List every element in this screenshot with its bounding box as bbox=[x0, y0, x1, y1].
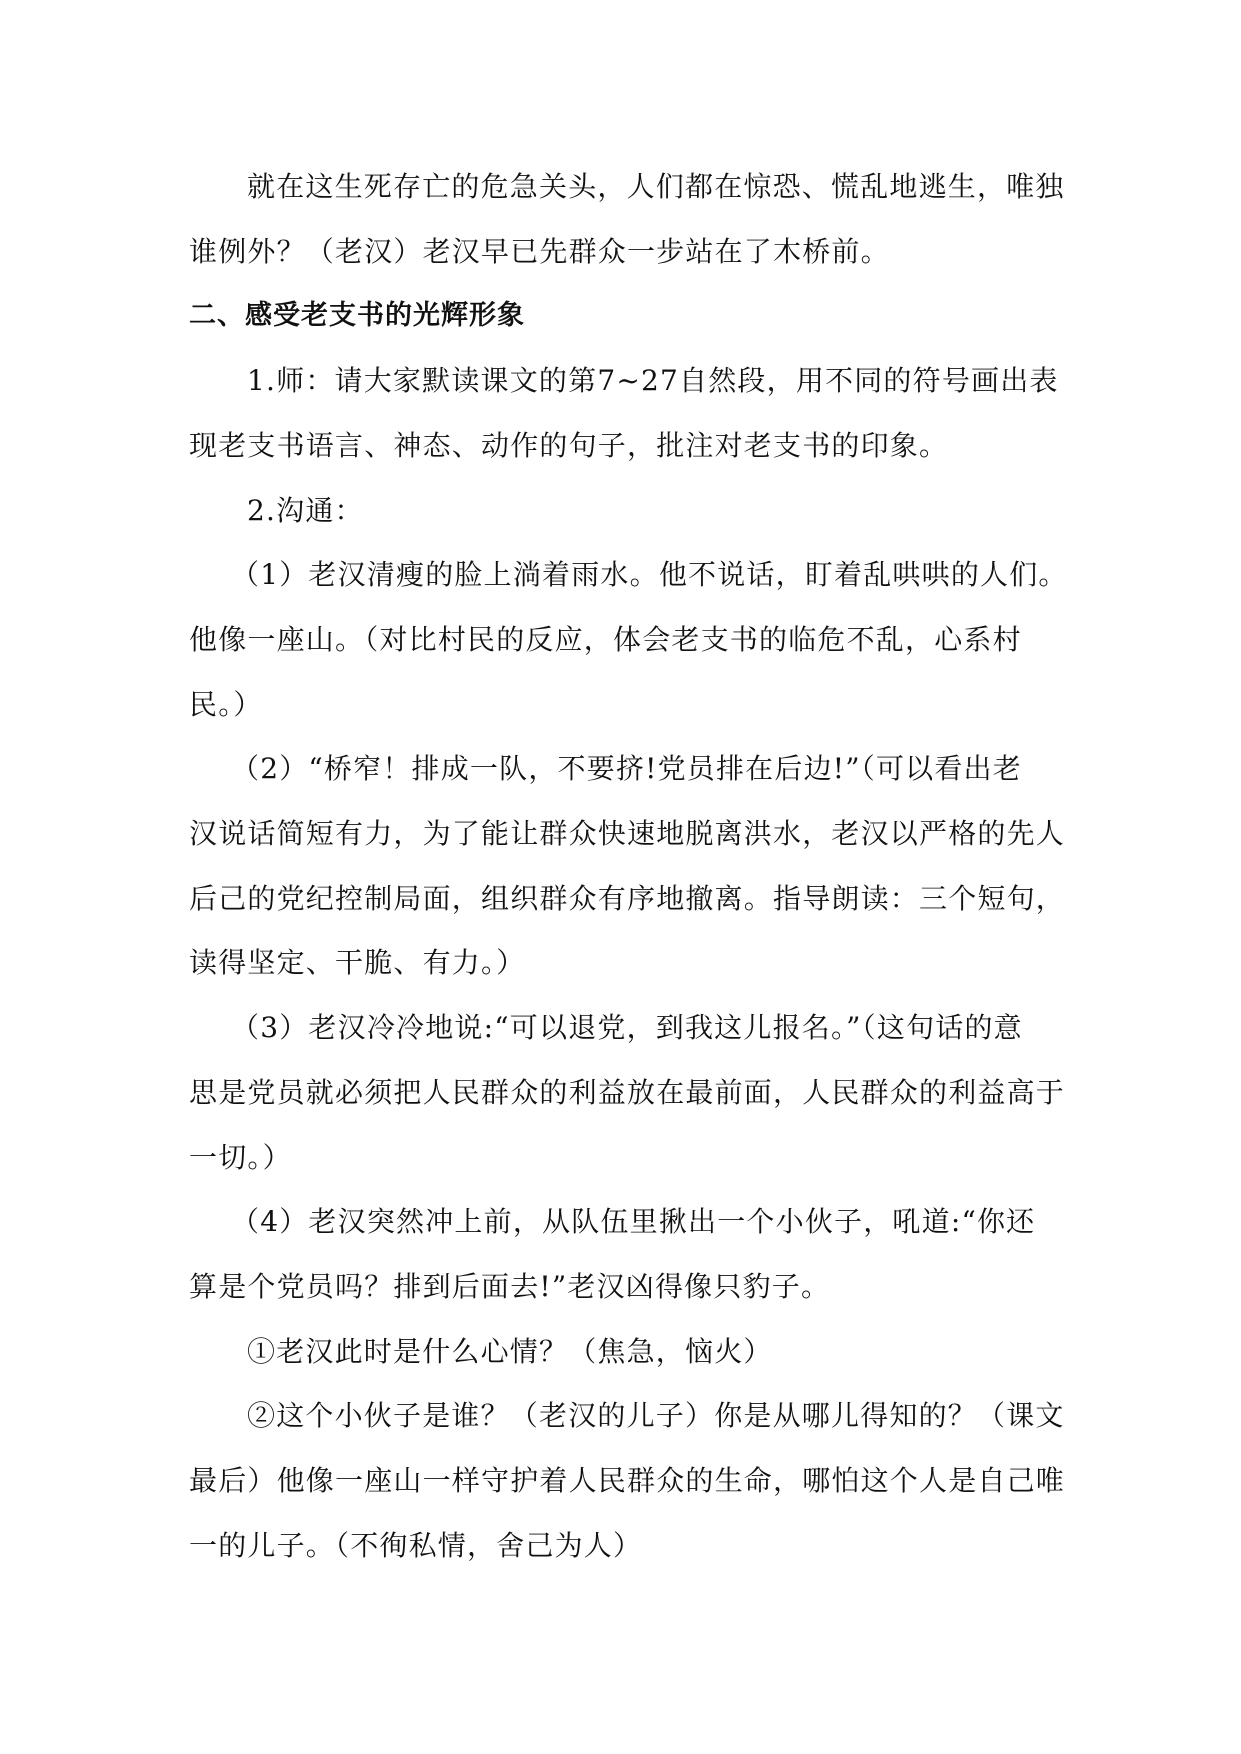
text-line: 后己的党纪控制局面，组织群众有序地撤离。指导朗读：三个短句， bbox=[189, 881, 1066, 915]
text-line: 他像一座山。（对比村民的反应，体会老支书的临危不乱，心系村 bbox=[189, 622, 1022, 656]
text-line: 一切。） bbox=[189, 1140, 292, 1174]
paragraph-question-2 bbox=[189, 1384, 1066, 1578]
heading-text: 二、感受老支书的光辉形象 bbox=[189, 300, 525, 332]
text-line: （1）老汉清瘦的脸上淌着雨水。他不说话，盯着乱哄哄的人们。 bbox=[231, 558, 1068, 592]
section-heading bbox=[189, 284, 1059, 349]
document-body bbox=[189, 155, 1068, 1578]
text-line: 思是党员就必须把人民群众的利益放在最前面，人民群众的利益高于 bbox=[189, 1075, 1066, 1109]
text-line: （2）“桥窄！排成一队，不要挤!党员排在后边!”（可以看出老 bbox=[231, 752, 1022, 786]
text-line: ①老汉此时是什么心情？（焦急，恼火） bbox=[247, 1334, 773, 1368]
text-line: 汉说话简短有力，为了能让群众快速地脱离洪水，老汉以严格的先人 bbox=[189, 817, 1066, 851]
text-line: 1.师：请大家默读课文的第7~27自然段，用不同的符号画出表 bbox=[247, 364, 1059, 398]
text-line: （3）老汉冷冷地说:“可以退党，到我这儿报名。”（这句话的意 bbox=[231, 1011, 1023, 1045]
paragraph-point-4 bbox=[189, 1190, 1059, 1319]
text-line: （4）老汉突然冲上前，从队伍里揪出一个小伙子，吼道:“你还 bbox=[231, 1205, 1036, 1239]
paragraph-task-2 bbox=[189, 479, 1059, 544]
text-line: 2.沟通： bbox=[247, 493, 364, 527]
paragraph-question-1 bbox=[189, 1320, 1059, 1385]
text-line: ②这个小伙子是谁？（老汉的儿子）你是从哪儿得知的？（课文 bbox=[247, 1399, 1065, 1433]
text-line: 最后）他像一座山一样守护着人民群众的生命，哪怕这个人是自己唯 bbox=[189, 1464, 1066, 1498]
paragraph-point-3 bbox=[189, 996, 1066, 1190]
text-line: 就在这生死存亡的危急关头，人们都在惊恐、慌乱地逃生，唯独 bbox=[247, 170, 1065, 203]
text-line: 一的儿子。（不徇私情，舍己为人） bbox=[189, 1528, 643, 1562]
paragraph-point-2 bbox=[189, 737, 1066, 996]
paragraph-task-1 bbox=[189, 349, 1059, 478]
text-line: 谁例外？（老汉）老汉早已先群众一步站在了木桥前。 bbox=[189, 234, 890, 268]
paragraph-intro bbox=[189, 155, 1065, 284]
text-line: 现老支书语言、神态、动作的句子，批注对老支书的印象。 bbox=[189, 428, 949, 462]
text-line: 读得坚定、干脆、有力。） bbox=[189, 946, 526, 980]
text-line: 民。） bbox=[189, 687, 263, 721]
text-line: 算是个党员吗？排到后面去!”老汉凶得像只豹子。 bbox=[189, 1269, 831, 1303]
paragraph-point-1 bbox=[189, 543, 1068, 737]
